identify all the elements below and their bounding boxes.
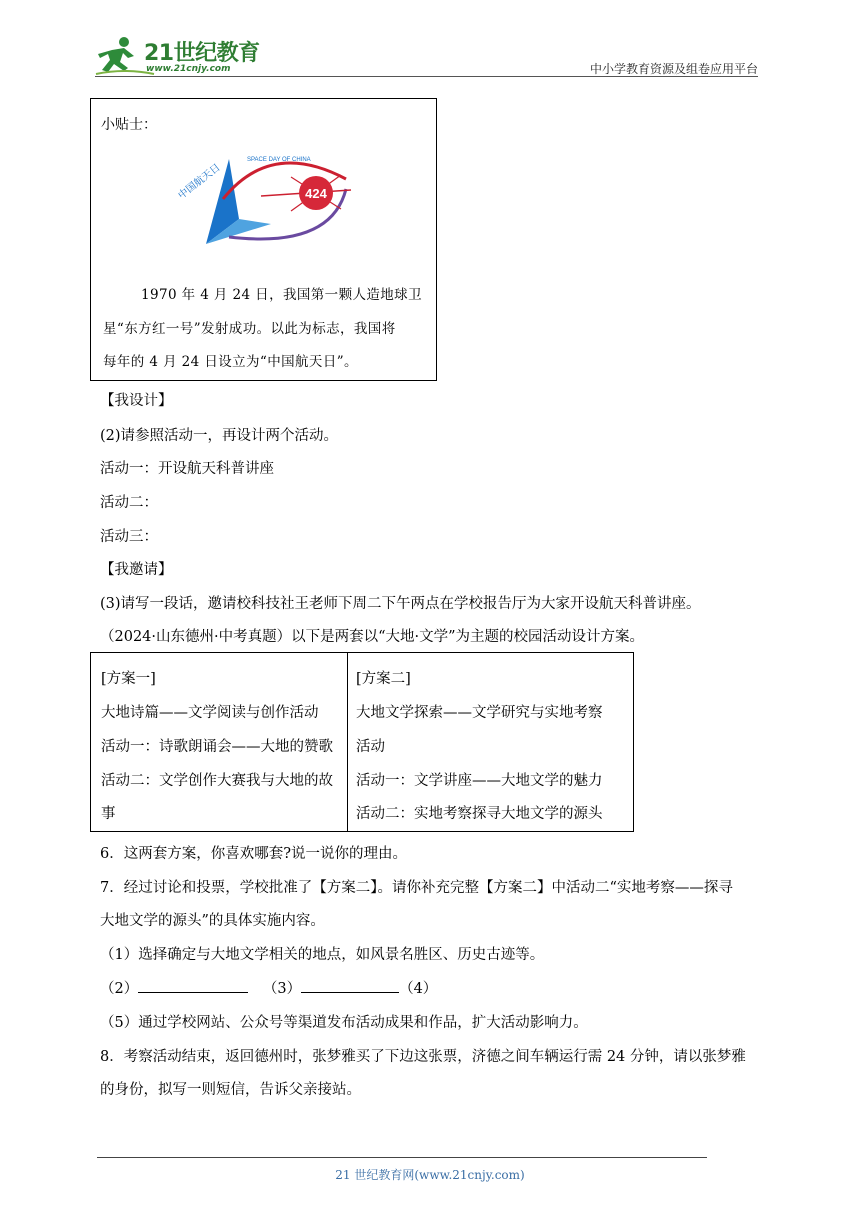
- tip-line-3: 每年的 4 月 24 日设立为“中国航天日”。: [103, 354, 358, 370]
- scheme-2-line: 活动一：文学讲座——大地文学的魅力: [356, 773, 603, 789]
- scheme-1-line: 活动一：诗歌朗诵会——大地的赞歌: [101, 739, 333, 755]
- question-8-line-2: 的身份，拟写一则短信，告诉父亲接站。: [100, 1082, 361, 1098]
- activity-3: 活动三：: [100, 529, 158, 545]
- scheme-2-line: [方案二]: [356, 671, 411, 687]
- scheme-1-line: [方案一]: [101, 671, 156, 687]
- logo-date: 424: [305, 186, 327, 201]
- question-8-line-1: 8．考察活动结束，返回德州时，张梦雅买了下边这张票，济德之间车辆运行需 24 分钟，请以张梦雅: [100, 1049, 746, 1065]
- scheme-2-line: 大地文学探索——文学研究与实地考察: [356, 705, 603, 721]
- step-3-blank[interactable]: [301, 980, 399, 993]
- question-7-line-1: 7．经过讨论和投票，学校批准了【方案二】。请你补充完整【方案二】中活动二“实地考察——探寻: [100, 880, 733, 896]
- scheme-1-line: 活动二：文学创作大赛我与大地的故: [101, 773, 333, 789]
- tip-box: [90, 98, 437, 381]
- logo-url: www.21cnjy.com: [146, 64, 231, 74]
- scheme-divider: [347, 653, 348, 831]
- step-5: （5）通过学校网站、公众号等渠道发布活动成果和作品，扩大活动影响力。: [100, 1015, 588, 1031]
- step-4-label: （4）: [399, 981, 438, 997]
- steps-2-4: [100, 977, 437, 998]
- header-divider: [95, 76, 758, 77]
- space-day-logo-icon: [151, 149, 366, 254]
- step-2-label: （2）: [100, 981, 139, 997]
- step-3-label: （3）: [262, 981, 302, 997]
- scheme-2-line: 活动: [356, 739, 385, 755]
- scheme-2-line: 活动二：实地考察探寻大地文学的源头: [356, 806, 603, 822]
- tip-line-2: 星“东方红一号”发射成功。以此为标志，我国将: [103, 321, 396, 337]
- step-1: （1）选择确定与大地文学相关的地点，如风景名胜区、历史古迹等。: [100, 947, 545, 963]
- brand-logo[interactable]: [94, 34, 264, 78]
- question-3: (3)请写一段话，邀请校科技社王老师下周二下午两点在学校报告厅为大家开设航天科普讲座。: [100, 596, 701, 612]
- logo-cn: 中国航天日: [176, 162, 223, 202]
- footer-divider: [97, 1157, 707, 1158]
- invite-heading: 【我邀请】: [100, 562, 173, 578]
- tip-title: 小贴士：: [101, 117, 157, 133]
- question-7-line-2: 大地文学的源头”的具体实施内容。: [100, 913, 325, 929]
- question-2: (2)请参照活动一，再设计两个活动。: [100, 428, 339, 444]
- intro-text: （2024·山东德州·中考真题）以下是两套以“大地·文学”为主题的校园活动设计方案。: [100, 629, 645, 645]
- design-heading: 【我设计】: [100, 393, 173, 409]
- scheme-1-line: 大地诗篇——文学阅读与创作活动: [101, 705, 319, 721]
- activity-2: 活动二：: [100, 495, 158, 511]
- footer-link[interactable]: 21 世纪教育网(www.21cnjy.com): [335, 1168, 525, 1182]
- logo-en: SPACE DAY OF CHINA: [247, 157, 311, 163]
- step-2-blank[interactable]: [138, 980, 248, 993]
- logo-text: 21世纪教育: [144, 41, 260, 66]
- scheme-table: [90, 652, 634, 832]
- platform-name: 中小学教育资源及组卷应用平台: [589, 62, 758, 76]
- activity-1: 活动一：开设航天科普讲座: [100, 461, 274, 477]
- question-6: 6．这两套方案，你喜欢哪套?说一说你的理由。: [100, 846, 407, 862]
- tip-line-1: 1970 年 4 月 24 日，我国第一颗人造地球卫: [141, 287, 422, 303]
- scheme-1-line: 事: [101, 806, 116, 822]
